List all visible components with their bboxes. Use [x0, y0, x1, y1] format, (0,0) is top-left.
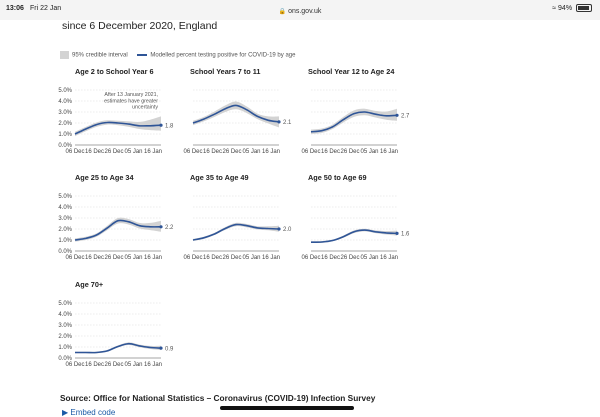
y-tick-label: 4.0%: [58, 205, 72, 211]
x-tick-label: 16 Jan: [379, 255, 399, 261]
wifi-icon: ≈: [552, 4, 557, 12]
credible-interval-band: [311, 229, 397, 243]
x-tick-label: 16 Dec: [202, 255, 223, 261]
battery-icon: [576, 4, 592, 12]
x-tick-label: 05 Jan: [124, 255, 143, 261]
end-value-label: 2.7: [401, 113, 410, 120]
home-indicator: [220, 406, 354, 410]
x-tick-label: 06 Dec: [65, 362, 85, 368]
x-tick-label: 06 Dec: [301, 149, 321, 155]
panel-title: School Years 7 to 11: [190, 67, 261, 76]
source-note: Source: Office for National Statistics – Coronavirus (COVID-19) Infection Survey: [60, 393, 376, 403]
x-tick-label: 16 Dec: [320, 255, 341, 261]
uncertainty-annotation: estimates have greater: [104, 98, 158, 105]
panel-title: Age 70+: [75, 280, 104, 289]
end-value-label: 1.8: [165, 123, 174, 130]
y-tick-label: 0.0%: [58, 143, 72, 149]
legend-interval-label: 95% credible interval: [72, 52, 128, 59]
panel-chart: [58, 194, 174, 261]
end-value-label: 2.2: [165, 225, 174, 231]
x-tick-label: 06 Dec: [183, 255, 203, 261]
panel-chart: [301, 90, 410, 155]
x-tick-label: 16 Jan: [143, 362, 163, 368]
x-tick-label: 05 Jan: [124, 149, 143, 155]
x-tick-label: 26 Dec: [222, 255, 242, 261]
legend-line-label: Modelled percent testing positive for COVID-19 by age: [150, 52, 296, 59]
uncertainty-annotation: uncertainty: [132, 104, 158, 111]
x-tick-label: 26 Dec: [222, 149, 242, 155]
x-tick-label: 06 Dec: [65, 255, 85, 261]
x-tick-label: 16 Jan: [261, 255, 281, 261]
x-tick-label: 05 Jan: [242, 149, 261, 155]
x-tick-label: 26 Dec: [104, 149, 124, 155]
panel-title: School Year 12 to Age 24: [308, 67, 395, 76]
x-tick-label: 16 Jan: [143, 255, 163, 261]
y-tick-label: 1.0%: [58, 132, 72, 138]
x-tick-label: 16 Dec: [84, 255, 105, 261]
x-tick-label: 06 Dec: [301, 255, 321, 261]
y-tick-label: 4.0%: [58, 312, 72, 318]
x-tick-label: 26 Dec: [340, 255, 360, 261]
y-tick-label: 2.0%: [58, 227, 72, 233]
end-value-label: 2.0: [283, 227, 292, 234]
panel-chart: [183, 196, 292, 261]
y-tick-label: 5.0%: [58, 88, 72, 94]
end-value-label: 1.6: [401, 231, 410, 238]
end-point-marker: [277, 227, 280, 230]
x-tick-label: 16 Jan: [261, 149, 281, 155]
y-tick-label: 1.0%: [58, 345, 72, 351]
x-tick-label: 16 Dec: [320, 149, 341, 155]
x-tick-label: 16 Jan: [379, 149, 399, 155]
x-tick-label: 16 Jan: [143, 149, 163, 155]
y-tick-label: 3.0%: [58, 110, 72, 116]
panel-title: Age 35 to Age 49: [190, 173, 249, 182]
legend-interval-swatch: [60, 51, 69, 59]
y-tick-label: 2.0%: [58, 334, 72, 340]
end-point-marker: [159, 347, 162, 350]
x-tick-label: 06 Dec: [65, 149, 85, 155]
end-value-label: 2.1: [283, 120, 292, 127]
y-tick-label: 0.0%: [58, 249, 72, 255]
x-tick-label: 05 Jan: [360, 255, 379, 261]
embed-code-link[interactable]: ▶ Embed code: [62, 408, 116, 417]
x-tick-label: 26 Dec: [104, 255, 124, 261]
y-tick-label: 5.0%: [58, 301, 72, 307]
end-point-marker: [277, 120, 280, 123]
y-tick-label: 1.0%: [58, 238, 72, 244]
panel-chart: [301, 196, 410, 261]
y-tick-label: 0.0%: [58, 356, 72, 362]
status-time: 13:06: [6, 5, 24, 12]
end-value-label: 0.9: [165, 346, 174, 353]
panel-chart: [183, 90, 292, 155]
x-tick-label: 16 Dec: [202, 149, 223, 155]
y-tick-label: 3.0%: [58, 216, 72, 222]
panel-chart: [58, 88, 174, 155]
panel-title: Age 25 to Age 34: [75, 173, 134, 182]
y-tick-label: 4.0%: [58, 99, 72, 105]
x-tick-label: 16 Dec: [84, 362, 105, 368]
x-tick-label: 05 Jan: [242, 255, 261, 261]
end-point-marker: [395, 114, 398, 117]
status-indicators: [552, 4, 592, 12]
x-tick-label: 16 Dec: [84, 149, 105, 155]
status-bar: [0, 0, 600, 20]
embed-code-label: Embed code: [70, 408, 116, 417]
end-point-marker: [159, 124, 162, 127]
status-date: Fri 22 Jan: [30, 5, 62, 12]
end-point-marker: [159, 225, 162, 228]
x-tick-label: 26 Dec: [340, 149, 360, 155]
panel-title: Age 2 to School Year 6: [75, 67, 154, 76]
chart-legend: [60, 51, 295, 59]
url-text: ons.gov.uk: [288, 8, 322, 15]
y-tick-label: 3.0%: [58, 323, 72, 329]
x-tick-label: 06 Dec: [183, 149, 203, 155]
modelled-estimate-line: [311, 230, 397, 242]
x-tick-label: 26 Dec: [104, 362, 124, 368]
chart-subtitle: since 6 December 2020, England: [62, 20, 218, 32]
x-tick-label: 05 Jan: [124, 362, 143, 368]
legend-line-swatch: [137, 54, 147, 56]
uncertainty-annotation: After 13 January 2021,: [104, 92, 158, 98]
end-point-marker: [395, 232, 398, 235]
panel-title: Age 50 to Age 69: [308, 173, 367, 182]
credible-interval-band: [193, 223, 279, 241]
address-bar[interactable]: [0, 8, 600, 15]
panel-chart: [58, 301, 174, 368]
y-tick-label: 2.0%: [58, 121, 72, 127]
y-tick-label: 5.0%: [58, 194, 72, 200]
lock-icon: 🔒: [278, 9, 287, 15]
battery-percent: 94%: [558, 4, 573, 12]
x-tick-label: 05 Jan: [360, 149, 379, 155]
